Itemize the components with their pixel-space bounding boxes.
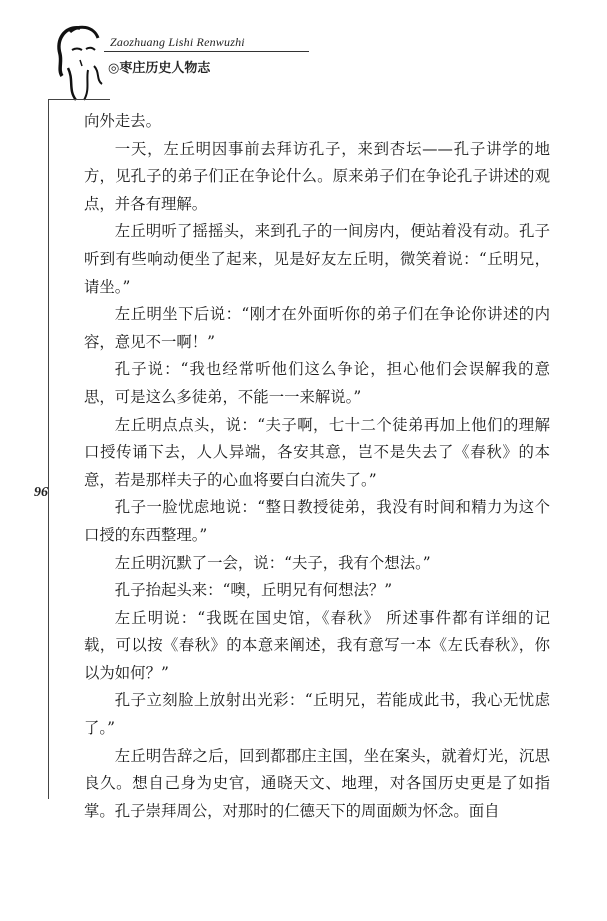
paragraph: 左丘明说：“我既在国史馆，《春秋》 所述事件都有详细的记载，可以按《春秋》的本意来阐述，我有意写一本《左氏春秋》，你以为如何？” [84,608,550,682]
paragraph: 一天，左丘明因事前去拜访孔子，来到杏坛——孔子讲学的地方，见孔子的弟子们正在争论什么。原来弟子们在争论孔子讲述的观点，并各有理解。 [84,139,550,213]
series-title-chinese: ◎枣庄历史人物志 [108,61,211,76]
paragraph: 孔子一脸忧虑地说：“整日教授徒弟，我没有时间和精力为这个口授的东西整理。” [84,498,550,544]
paragraph: 孔子立刻脸上放射出光彩：“丘明兄，若能成此书，我心无忧虑了。” [84,691,550,738]
header-rule [104,51,309,52]
paragraph: 孔子说：“我也经常听他们这么争论，担心他们会误解我的意思，可是这么多徒弟，不能一一来解说。” [84,360,550,406]
paragraph: 向外走去。 [84,112,161,130]
paragraph: 左丘明点点头，说：“夫子啊，七十二个徒弟再加上他们的理解口授传诵下去，人人异端，各安其意，岂不是失去了《春秋》的本意，若是那样夫子的心血将要白白流失了。” [84,415,550,489]
paragraph: 左丘明告辞之后，回到都郡庄主国，坐在案头，就着灯光，沉思良久。想自己身为史官，通晓天文、地理，对各国历史更是了如指掌。孔子崇拜周公，对那时的仁德天下的周面颇为怀念。面自 [84,746,550,820]
author-portrait-icon [50,20,108,102]
paragraph: 左丘明沉默了一会，说：“夫子，我有个想法。” [114,553,431,572]
running-header [0,0,607,110]
header-divider [48,99,110,100]
margin-rule [48,99,49,799]
page-number: 96 [34,485,48,500]
series-title-roman: Zaozhuang Lishi Renwuzhi [110,35,245,49]
body-text [84,108,550,825]
paragraph: 左丘明坐下后说：“刚才在外面听你的弟子们在争论你讲述的内容，意见不一啊！” [84,305,550,351]
paragraph: 左丘明听了摇摇头，来到孔子的一间房内，便站着没有动。孔子听到有些响动便坐了起来，见是好友左丘明，微笑着说：“丘明兄，请坐。” [84,222,550,296]
paragraph: 孔子抬起头来：“噢，丘明兄有何想法？” [114,581,393,600]
